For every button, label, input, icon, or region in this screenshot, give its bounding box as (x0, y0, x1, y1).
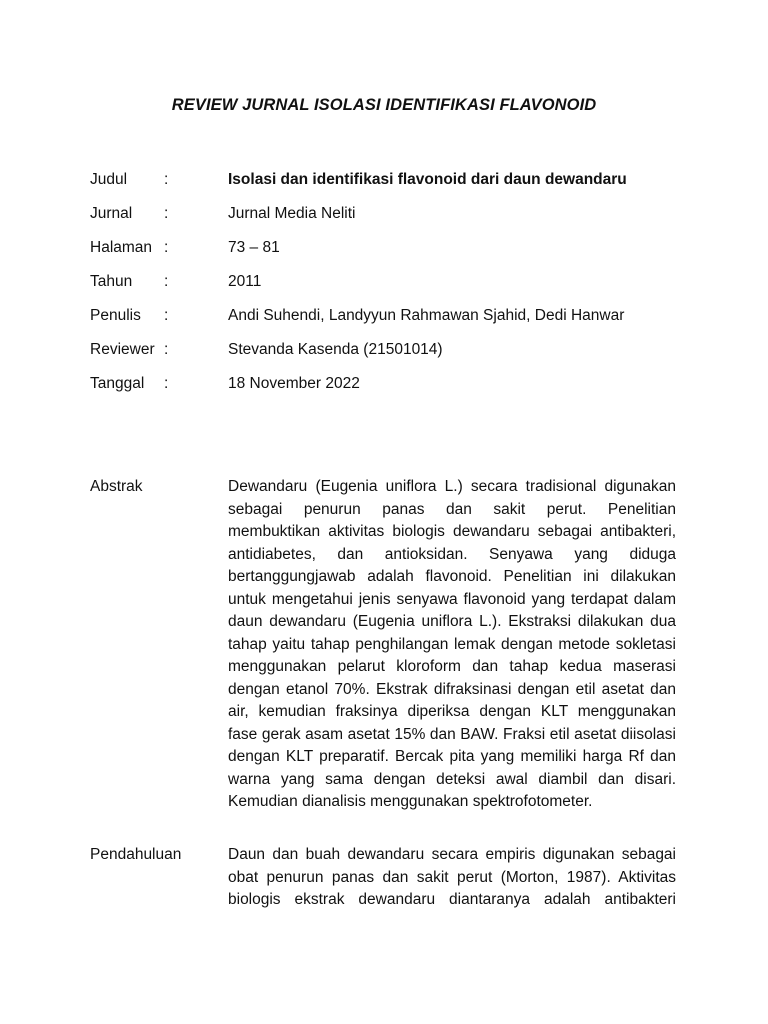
meta-colon: : (164, 341, 169, 358)
abstrak-line: untuk mengetahui jenis senyawa flavonoid yang terdapat dalam (228, 590, 676, 608)
abstrak-line: bertanggungjawab adalah flavonoid. Penelitian ini dilakukan (228, 568, 676, 585)
meta-row-tanggal (90, 374, 690, 408)
meta-label: Judul (90, 171, 128, 188)
abstrak-line: dengan etanol 70%. Ekstrak difraksinasi dengan etil asetat dan (228, 680, 676, 698)
meta-value: Jurnal Media Neliti (228, 205, 356, 222)
meta-colon: : (164, 375, 169, 392)
metadata-table (90, 170, 690, 408)
meta-row-tahun (90, 272, 690, 306)
meta-label: Penulis (90, 307, 141, 324)
abstrak-line: air, kemudian fraksinya diperiksa dengan KLT menggunakan (228, 703, 676, 720)
meta-colon: : (164, 307, 169, 324)
document-title: REVIEW JURNAL ISOLASI IDENTIFIKASI FLAVONOID (171, 96, 597, 114)
meta-value: Isolasi dan identifikasi flavonoid dari daun dewandaru (228, 171, 627, 188)
pendahuluan-line: Daun dan buah dewandaru secara empiris digunakan sebagai (228, 846, 676, 863)
meta-row-halaman (90, 238, 690, 272)
meta-value: 18 November 2022 (228, 375, 360, 392)
meta-colon: : (164, 239, 169, 256)
meta-colon: : (164, 273, 169, 290)
meta-value: 73 – 81 (228, 239, 280, 256)
abstrak-line: Dewandaru (Eugenia uniflora L.) secara tradisional digunakan (228, 478, 676, 495)
section-label-pendahuluan: Pendahuluan (90, 846, 182, 863)
meta-value: Andi Suhendi, Landyyun Rahmawan Sjahid, Dedi Hanwar (228, 307, 625, 324)
abstrak-line: dengan KLT preparatif. Bercak pita yang memiliki harga Rf dan (228, 748, 676, 765)
meta-colon: : (164, 171, 169, 188)
abstrak-body (228, 476, 676, 814)
meta-row-reviewer (90, 340, 690, 374)
abstrak-line: warna yang sama dengan deteksi awal diambil dan disari. (228, 770, 676, 788)
abstrak-line: membuktikan aktivitas biologis dewandaru sebagai antibakteri, (228, 523, 676, 540)
pendahuluan-line: obat penurun panas dan sakit perut (Morton, 1987). Aktivitas (228, 868, 676, 886)
abstrak-line: antidiabetes, dan antioksidan. Senyawa yang diduga (228, 545, 676, 563)
meta-label: Reviewer (90, 341, 155, 358)
meta-label: Tahun (90, 273, 133, 290)
abstrak-line: menggunakan pelarut kloroform dan tahap kedua maserasi (228, 658, 676, 675)
pendahuluan-body (228, 844, 676, 912)
meta-label: Halaman (90, 239, 153, 256)
abstrak-line: daun dewandaru (Eugenia uniflora L.). Ekstraksi dilakukan dua (228, 613, 676, 630)
abstrak-line: sebagai penurun panas dan sakit perut. Penelitian (228, 500, 676, 518)
meta-row-jurnal (90, 204, 690, 238)
section-label-abstrak: Abstrak (90, 478, 143, 495)
abstrak-line: Kemudian dianalisis menggunakan spektrofotometer. (228, 793, 593, 810)
meta-label: Jurnal (90, 205, 133, 222)
meta-row-penulis (90, 306, 690, 340)
abstrak-line: tahap yaitu tahap penghilangan lemak dengan metode sokletasi (228, 635, 676, 653)
meta-row-judul (90, 170, 690, 204)
pendahuluan-line: biologis ekstrak dewandaru diantaranya adalah antibakteri (228, 891, 676, 908)
meta-value: 2011 (228, 273, 262, 290)
meta-label: Tanggal (90, 375, 145, 392)
meta-colon: : (164, 205, 169, 222)
meta-value: Stevanda Kasenda (21501014) (228, 341, 443, 358)
abstrak-line: fase gerak asam asetat 15% dan BAW. Fraksi etil asetat diisolasi (228, 725, 676, 743)
